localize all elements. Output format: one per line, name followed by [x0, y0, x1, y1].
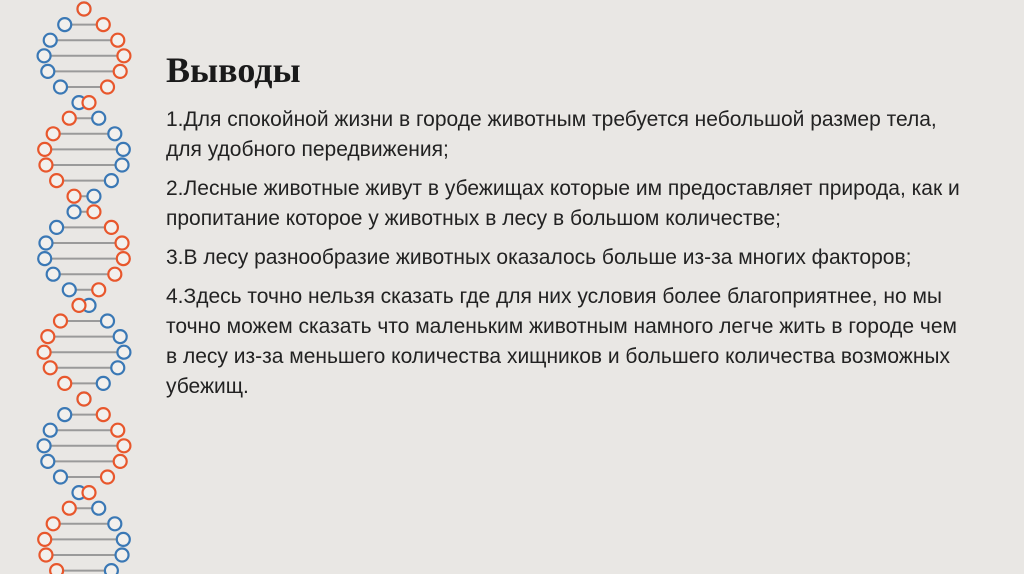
dna-node-blue: [44, 34, 57, 47]
dna-node-orange: [117, 252, 130, 265]
conclusion-point-3: 3.В лесу разнообразие животных оказалось больше из-за многих факторов;: [166, 246, 912, 270]
dna-node-orange: [111, 34, 124, 47]
dna-node-orange: [38, 346, 51, 359]
dna-node-blue: [117, 533, 130, 546]
dna-node-blue: [116, 549, 129, 562]
dna-node-blue: [54, 471, 67, 484]
dna-node-orange: [101, 471, 114, 484]
dna-node-blue: [63, 283, 76, 296]
conclusion-point-2: 2.Лесные животные живут в убежищах которые им предоставляет природа, как и пропитание которое у животных в лесу в большом количестве;: [166, 177, 960, 231]
slide-title: Выводы: [166, 50, 301, 90]
dna-node-orange: [105, 221, 118, 234]
dna-node-blue: [117, 143, 130, 156]
dna-node-blue: [105, 174, 118, 187]
dna-node-orange: [38, 533, 51, 546]
dna-node-blue: [92, 502, 105, 515]
dna-node-orange: [114, 455, 127, 468]
dna-node-blue: [38, 252, 51, 265]
dna-node-orange: [111, 424, 124, 437]
dna-node-orange: [63, 502, 76, 515]
dna-node-orange: [87, 205, 100, 218]
dna-node-orange: [72, 299, 85, 312]
dna-node-orange: [58, 377, 71, 390]
dna-node-orange: [78, 393, 91, 406]
dna-node-blue: [38, 439, 51, 452]
dna-node-orange: [92, 283, 105, 296]
dna-node-orange: [50, 564, 63, 574]
dna-node-orange: [41, 330, 54, 343]
dna-node-orange: [50, 174, 63, 187]
dna-node-blue: [105, 564, 118, 574]
dna-node-orange: [83, 96, 96, 109]
dna-node-blue: [116, 159, 129, 172]
dna-node-blue: [41, 65, 54, 78]
dna-node-orange: [117, 439, 130, 452]
dna-node-blue: [54, 81, 67, 94]
dna-node-orange: [68, 190, 81, 203]
dna-node-blue: [39, 237, 52, 250]
dna-node-blue: [111, 361, 124, 374]
dna-node-orange: [47, 517, 60, 530]
slide-content: [166, 50, 966, 411]
dna-node-orange: [83, 486, 96, 499]
dna-node-orange: [47, 127, 60, 140]
dna-node-orange: [97, 408, 110, 421]
dna-node-orange: [63, 112, 76, 125]
dna-node-blue: [41, 455, 54, 468]
dna-node-blue: [101, 315, 114, 328]
conclusion-point-4: 4.Здесь точно нельзя сказать где для них условия более благоприятнее, но мы точно можем сказать что маленьким животным намного легче жить в городе чем в лесу из-за меньшего количества хищников и большего количества возможных убежищ.: [166, 285, 957, 399]
dna-node-blue: [47, 268, 60, 281]
dna-node-orange: [44, 361, 57, 374]
dna-node-blue: [114, 330, 127, 343]
dna-node-blue: [108, 517, 121, 530]
dna-node-blue: [108, 127, 121, 140]
dna-node-orange: [108, 268, 121, 281]
dna-node-orange: [39, 159, 52, 172]
dna-node-orange: [39, 549, 52, 562]
dna-node-orange: [38, 143, 51, 156]
conclusion-point-1: 1.Для спокойной жизни в городе животным требуется небольшой размер тела, для удобного передвижения;: [166, 108, 937, 162]
dna-node-blue: [68, 205, 81, 218]
dna-node-blue: [58, 18, 71, 31]
dna-node-blue: [58, 408, 71, 421]
dna-node-blue: [87, 190, 100, 203]
dna-node-orange: [97, 18, 110, 31]
dna-node-blue: [38, 49, 51, 62]
dna-node-blue: [50, 221, 63, 234]
dna-helix-icon: [0, 0, 170, 574]
dna-node-blue: [44, 424, 57, 437]
dna-node-orange: [114, 65, 127, 78]
dna-node-blue: [97, 377, 110, 390]
dna-node-orange: [117, 49, 130, 62]
dna-node-blue: [117, 346, 130, 359]
dna-node-blue: [92, 112, 105, 125]
dna-node-orange: [116, 237, 129, 250]
dna-node-orange: [101, 81, 114, 94]
dna-node-orange: [78, 3, 91, 16]
dna-node-orange: [54, 315, 67, 328]
